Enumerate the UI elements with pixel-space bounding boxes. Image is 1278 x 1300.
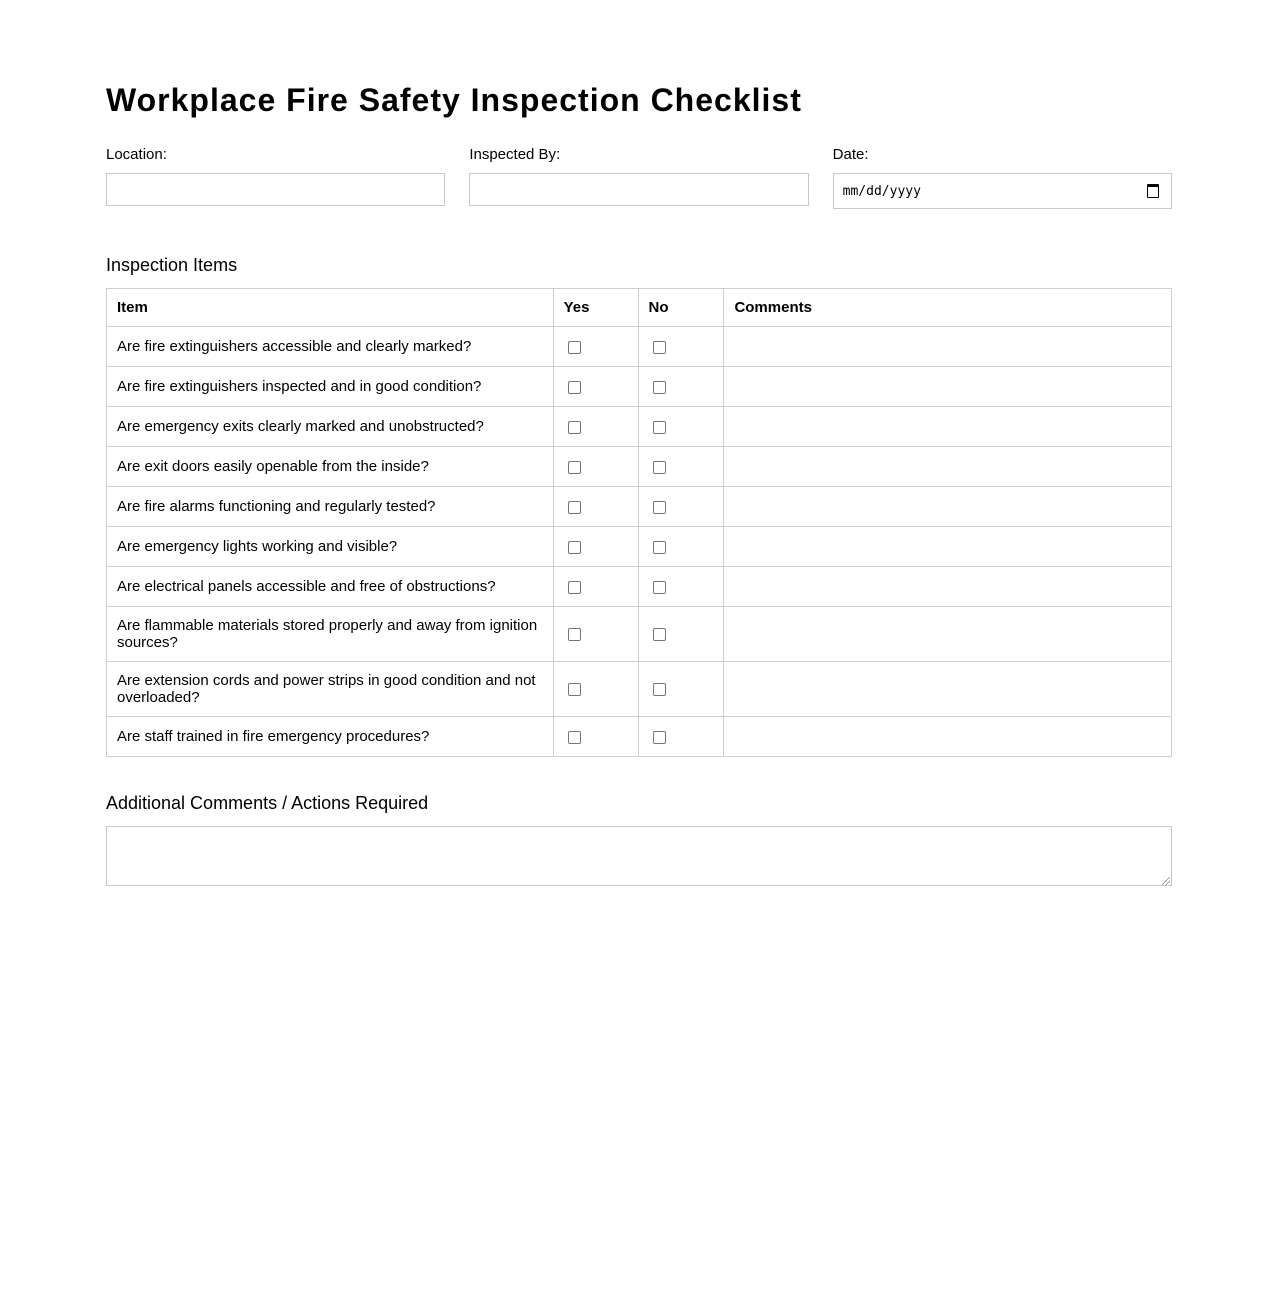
- table-row: [107, 527, 1172, 567]
- comments-cell[interactable]: [724, 367, 1172, 407]
- no-cell: [638, 567, 724, 607]
- yes-checkbox[interactable]: [568, 683, 581, 696]
- yes-cell: [553, 327, 638, 367]
- no-cell: [638, 662, 724, 717]
- no-checkbox[interactable]: [653, 541, 666, 554]
- yes-checkbox[interactable]: [568, 501, 581, 514]
- column-header-comments: Comments: [724, 289, 1172, 327]
- item-cell: Are fire extinguishers inspected and in good condition?: [107, 367, 554, 407]
- item-cell: Are emergency exits clearly marked and unobstructed?: [107, 407, 554, 447]
- no-checkbox[interactable]: [653, 381, 666, 394]
- no-cell: [638, 487, 724, 527]
- table-row: [107, 407, 1172, 447]
- calendar-icon[interactable]: [1147, 184, 1159, 198]
- location-input[interactable]: [106, 173, 445, 206]
- no-cell: [638, 717, 724, 757]
- yes-checkbox[interactable]: [568, 581, 581, 594]
- date-placeholder: mm/dd/yyyy: [842, 183, 921, 199]
- table-row: [107, 327, 1172, 367]
- comments-cell[interactable]: [724, 717, 1172, 757]
- table-row: [107, 367, 1172, 407]
- yes-cell: [553, 717, 638, 757]
- inspected-by-label: Inspected By:: [469, 146, 561, 163]
- item-cell: Are staff trained in fire emergency procedures?: [107, 717, 554, 757]
- date-input[interactable]: [833, 173, 1172, 209]
- no-checkbox[interactable]: [653, 501, 666, 514]
- yes-cell: [553, 662, 638, 717]
- no-cell: [638, 327, 724, 367]
- column-header-no: No: [638, 289, 724, 327]
- no-checkbox[interactable]: [653, 731, 666, 744]
- item-cell: Are electrical panels accessible and free of obstructions?: [107, 567, 554, 607]
- yes-checkbox[interactable]: [568, 731, 581, 744]
- yes-checkbox[interactable]: [568, 541, 581, 554]
- no-checkbox[interactable]: [653, 683, 666, 696]
- no-checkbox[interactable]: [653, 461, 666, 474]
- item-cell: Are exit doors easily openable from the inside?: [107, 447, 554, 487]
- date-label: Date:: [832, 146, 869, 163]
- location-label: Location:: [106, 146, 167, 163]
- yes-cell: [553, 527, 638, 567]
- comments-cell[interactable]: [724, 527, 1172, 567]
- comments-cell[interactable]: [724, 327, 1172, 367]
- inspected-by-field-group: [469, 146, 808, 209]
- comments-cell[interactable]: [724, 447, 1172, 487]
- no-cell: [638, 607, 724, 662]
- item-cell: Are emergency lights working and visible?: [107, 527, 554, 567]
- yes-cell: [553, 487, 638, 527]
- yes-cell: [553, 447, 638, 487]
- no-checkbox[interactable]: [653, 581, 666, 594]
- yes-checkbox[interactable]: [568, 341, 581, 354]
- yes-checkbox[interactable]: [568, 461, 581, 474]
- yes-cell: [553, 567, 638, 607]
- inspected-by-input[interactable]: [469, 173, 808, 206]
- date-field-group: [833, 146, 1172, 209]
- item-cell: Are fire alarms functioning and regularly tested?: [107, 487, 554, 527]
- comments-cell[interactable]: [724, 662, 1172, 717]
- no-cell: [638, 447, 724, 487]
- table-row: [107, 607, 1172, 662]
- table-row: [107, 447, 1172, 487]
- additional-comments-textarea[interactable]: [106, 826, 1172, 886]
- header-fields: [106, 146, 1172, 209]
- no-cell: [638, 527, 724, 567]
- table-row: [107, 567, 1172, 607]
- no-checkbox[interactable]: [653, 421, 666, 434]
- yes-cell: [553, 367, 638, 407]
- table-row: [107, 662, 1172, 717]
- additional-comments-heading: Additional Comments / Actions Required: [106, 793, 429, 813]
- inspection-table: [106, 288, 1172, 757]
- comments-cell[interactable]: [724, 487, 1172, 527]
- no-cell: [638, 407, 724, 447]
- no-cell: [638, 367, 724, 407]
- table-row: [107, 717, 1172, 757]
- item-cell: Are flammable materials stored properly and away from ignition sources?: [107, 607, 554, 662]
- yes-cell: [553, 407, 638, 447]
- item-cell: Are fire extinguishers accessible and clearly marked?: [107, 327, 554, 367]
- no-checkbox[interactable]: [653, 341, 666, 354]
- yes-checkbox[interactable]: [568, 381, 581, 394]
- comments-cell[interactable]: [724, 567, 1172, 607]
- comments-cell[interactable]: [724, 407, 1172, 447]
- table-row: [107, 487, 1172, 527]
- location-field-group: [106, 146, 445, 209]
- yes-checkbox[interactable]: [568, 628, 581, 641]
- no-checkbox[interactable]: [653, 628, 666, 641]
- yes-cell: [553, 607, 638, 662]
- page-title: Workplace Fire Safety Inspection Checklist: [106, 82, 802, 118]
- column-header-item: Item: [107, 289, 554, 327]
- item-cell: Are extension cords and power strips in good condition and not overloaded?: [107, 662, 554, 717]
- resize-handle-icon[interactable]: [1161, 876, 1171, 886]
- yes-checkbox[interactable]: [568, 421, 581, 434]
- column-header-yes: Yes: [553, 289, 638, 327]
- table-header-row: [107, 289, 1172, 327]
- inspection-items-heading: Inspection Items: [106, 255, 238, 275]
- comments-cell[interactable]: [724, 607, 1172, 662]
